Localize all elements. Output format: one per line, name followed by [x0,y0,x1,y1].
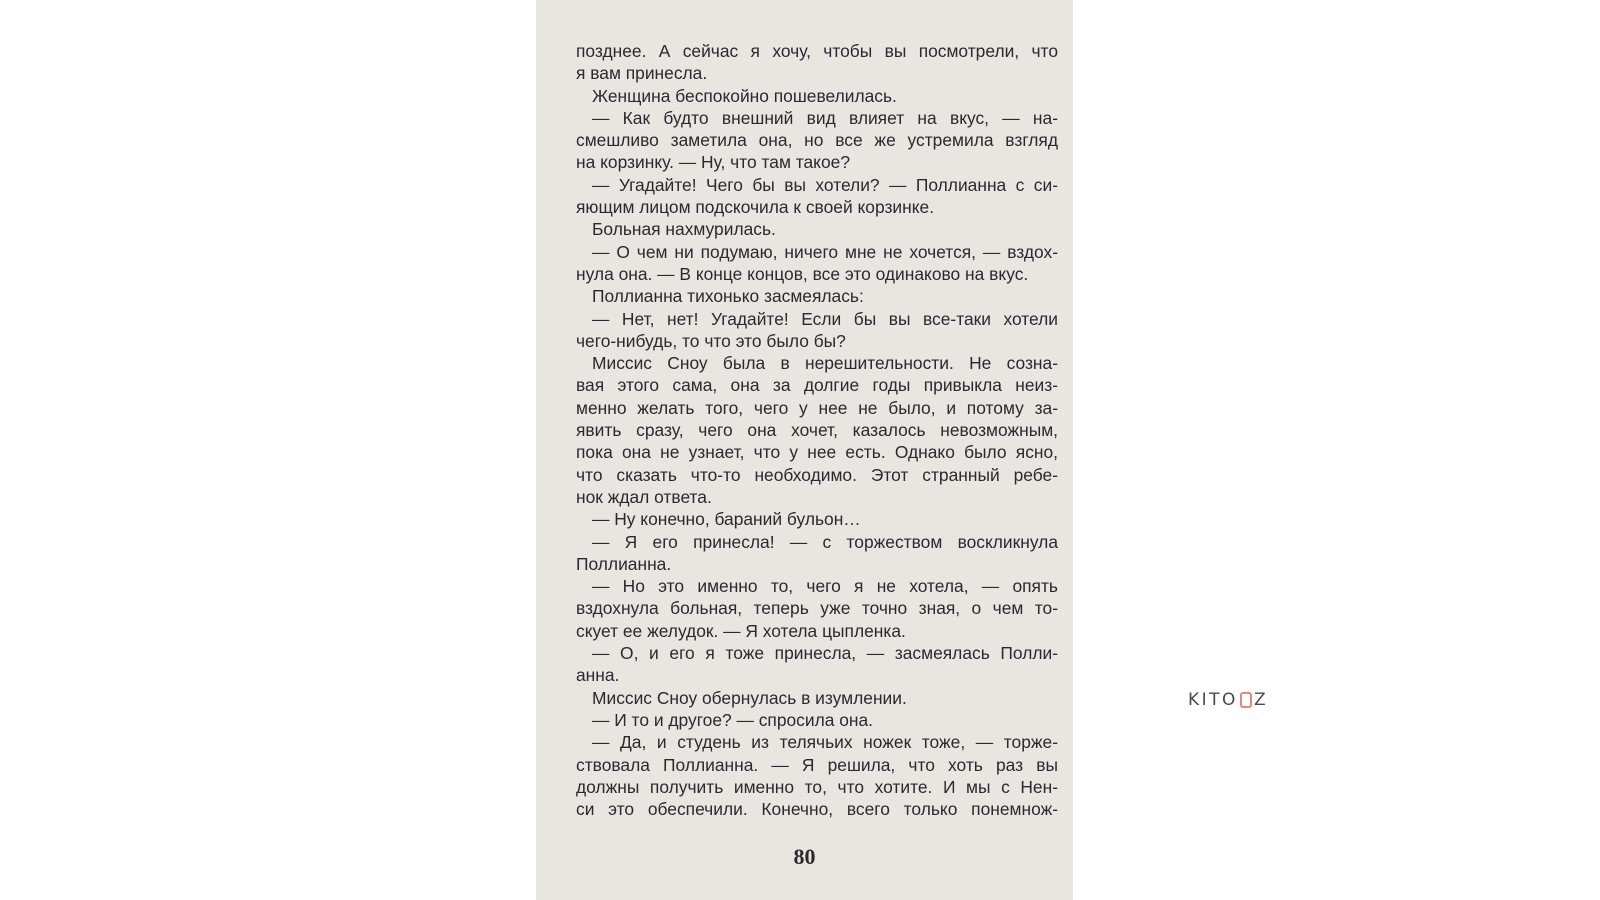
page-body-text [576,40,1058,820]
text-line: Женщина беспокойно пошевелилась. [592,85,897,106]
page-number: 80 [793,844,816,869]
text-line: — О чем ни подумаю, ничего мне не хочется, — вздох- [592,241,1058,262]
text-line: Поллианна. [576,553,672,574]
text-line: менно желать того, чего у нее не было, и потому за- [576,397,1058,418]
text-line: скует ее желудок. — Я хотела цыпленка. [576,620,906,641]
text-line: си это обеспечили. Конечно, всего только понемнож- [576,799,1058,820]
text-line: — Угадайте! Чего бы вы хотели? — Поллианна с си- [592,174,1058,195]
text-line: ствовала Поллианна. — Я решила, что хоть раз вы [576,754,1058,775]
text-line: Больная нахмурилась. [592,219,776,240]
text-line: вая этого сама, она за долгие годы привыкла неиз- [576,375,1058,396]
text-line: пока она не узнает, что у нее есть. Однако было ясно, [576,442,1058,463]
watermark-prefix: KITO [1188,690,1238,710]
text-line: — Нет, нет! Угадайте! Если бы вы все-таки хотели [592,308,1058,329]
text-line: — Да, и студень из телячьих ножек тоже, — торже- [592,732,1058,753]
text-line: нок ждал ответа. [576,486,712,507]
text-line: должны получить именно то, что хотите. И мы с Нен- [576,776,1058,797]
text-line: на корзинку. — Ну, что там такое? [576,152,850,173]
text-line: вздохнула больная, теперь уже точно зная, о чем то- [576,598,1058,619]
text-line: Миссис Сноу была в нерешительности. Не созна- [592,353,1058,374]
text-line: Поллианна тихонько засмеялась: [592,286,864,307]
text-line: что сказать что-то необходимо. Этот странный ребе- [576,464,1058,485]
text-line: Миссис Сноу обернулась в изумлении. [592,687,907,708]
logo-mark-icon [1240,692,1252,708]
watermark-logo [1188,690,1268,710]
text-line: — О, и его я тоже принесла, — засмеялась Полли- [592,643,1058,664]
book-page [536,0,1073,900]
text-line: нула она. — В конце концов, все это одинаково на вкус. [576,263,1029,284]
text-line: анна. [576,665,620,686]
text-line: — И то и другое? — спросила она. [592,709,874,730]
text-line: — Как будто внешний вид влияет на вкус, — на- [592,107,1058,128]
watermark-suffix: Z [1253,690,1269,710]
text-line: смешливо заметила она, но все же устремила взгляд [576,130,1058,151]
text-line: — Я его принесла! — с торжеством воскликнула [592,531,1058,552]
text-line: явить сразу, чего она хочет, казалось невозможным, [576,420,1058,441]
text-line: чего-нибудь, то что это было бы? [576,330,846,351]
text-line: позднее. А сейчас я хочу, чтобы вы посмотрели, что [576,41,1058,61]
text-line: — Ну конечно, бараний бульон… [592,509,861,530]
text-line: я вам принесла. [576,63,708,84]
text-line: яющим лицом подскочила к своей корзинке. [576,197,935,218]
text-line: — Но это именно то, чего я не хотела, — опять [592,576,1058,597]
